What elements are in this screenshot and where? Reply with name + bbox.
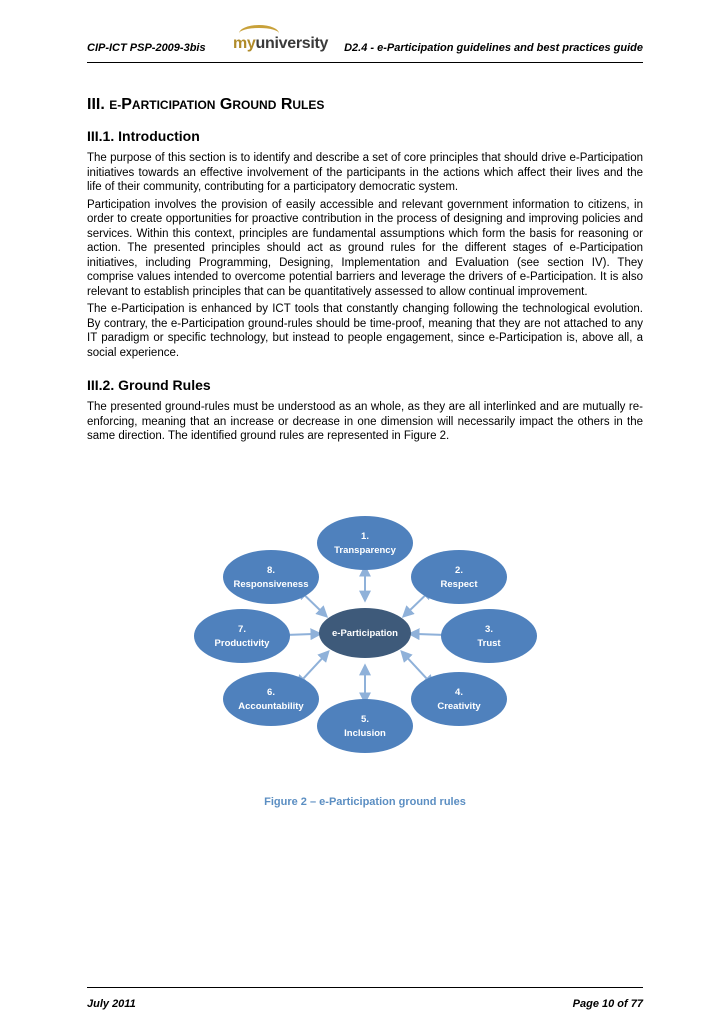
node-number: 7. [238,624,246,635]
center-label: e-Participation [332,628,398,639]
ground-rule-node-trust [441,609,537,663]
node-label: Accountability [238,701,304,712]
node-ellipse [223,550,319,604]
node-ellipse [317,699,413,753]
node-number: 4. [455,687,463,698]
node-ellipse [441,609,537,663]
node-label: Trust [477,638,501,649]
ground-rules-diagram [87,508,643,760]
node-number: 3. [485,624,493,635]
project-code: CIP-ICT PSP-2009-3bis [87,42,206,54]
center-node-e-participation [319,608,411,658]
introduction-heading: III.1. Introduction [87,128,200,144]
node-number: 6. [267,687,275,698]
node-number: 8. [267,565,275,576]
intro-paragraph-1: The purpose of this section is to identify and describe a set of core principles that should drive e-Participation initiatives towards an effective involvement of the participants in the actions which affect their lives and the life of their community, contributing for a participatory democratic system. [87,152,643,193]
node-label: Responsiveness [233,579,309,590]
node-label: Transparency [334,545,396,556]
ground-rule-node-inclusion [317,699,413,753]
node-number: 1. [361,531,369,542]
figure-caption: Figure 2 – e-Participation ground rules [264,796,466,808]
ground-rule-node-responsiveness [223,550,319,604]
logo-my: my [233,35,256,52]
ground-rules-heading: III.2. Ground Rules [87,377,211,393]
footer-date: July 2011 [87,998,136,1010]
ground-rule-node-transparency [317,516,413,570]
ground-rule-node-accountability [223,672,319,726]
ground-rule-node-respect [411,550,507,604]
page-footer [87,987,643,1008]
node-label: Creativity [437,701,481,712]
node-label: Inclusion [344,728,386,739]
node-ellipse [223,672,319,726]
intro-paragraph-3: The e-Participation is enhanced by ICT tools that constantly changing following the technological evolution. By contrary, the e-Participation ground-rules should be time-proof, meaning that they are not attached to any IT paradigm or specific technology, but instead to people engagement, since e-Participation is, above all, a social experience. [87,303,643,359]
section-title: III. E-PARTICIPATION GROUND RULES [87,96,325,113]
node-number: 2. [455,565,463,576]
node-label: Respect [440,579,478,590]
intro-paragraph-2: Participation involves the provision of easily accessible and relevant government information to citizens, in order to create opportunities for proactive contribution in the process of designing and improving policies and services. Within this context, principles are fundamental assumptions which form the basis for reasoning or action. The presented principles should act as ground rules for the different stages of e-Participation initiatives, including Programming, Designing, Implementation and Evaluation (see section IV). They comprise values intended to overcome potential barriers and leverage the drivers of e-Participation. It is also relevant to establish principles that can be quantitatively assessed to allow continual improvement. [87,198,643,298]
diagram-svg [87,508,643,760]
document-title: D2.4 - e-Participation guidelines and best practices guide [344,42,643,54]
page-number: Page 10 of 77 [572,998,643,1010]
ground-rule-node-productivity [194,609,290,663]
ground-rule-node-creativity [411,672,507,726]
ground-rules-paragraph: The presented ground-rules must be understood as an whole, as they are all interlinked and are mutually re-enforcing, meaning that an increase or decrease in one dimension will necessarily impact the others in the same direction. The identified ground rules are represented in Figure 2. [87,401,643,442]
node-label: Productivity [214,638,270,649]
node-number: 5. [361,714,369,725]
node-ellipse [317,516,413,570]
logo-university: university [255,35,329,52]
node-ellipse [194,609,290,663]
node-ellipse [411,672,507,726]
page-header [87,22,643,63]
page-content [87,96,643,447]
node-ellipse [411,550,507,604]
